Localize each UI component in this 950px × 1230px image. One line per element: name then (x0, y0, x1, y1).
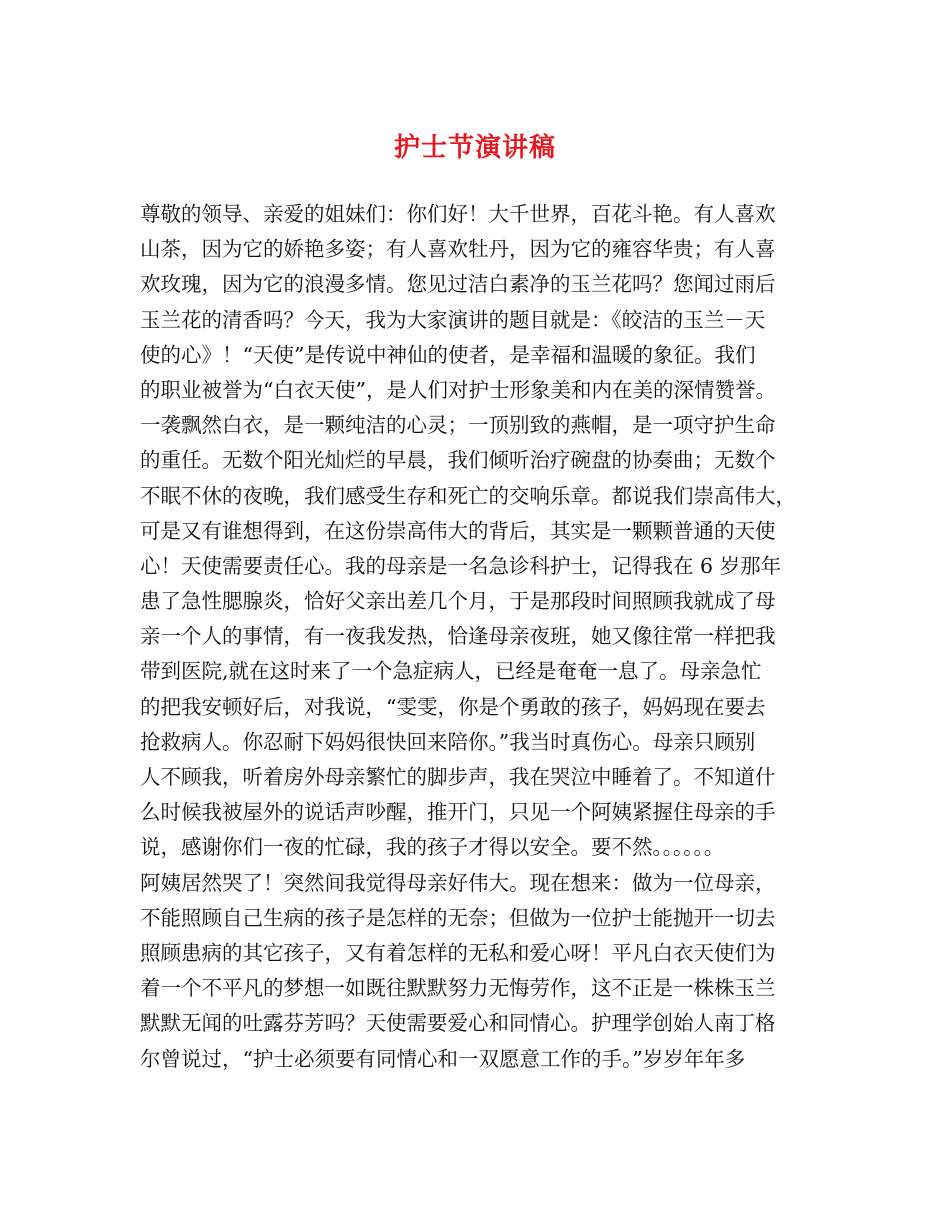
body-text-line: 一袭飘然白衣，是一颗纯洁的心灵；一顶别致的燕帽，是一项守护生命 (140, 413, 776, 438)
body-text-line: 尔曾说过，“护士必须要有同情心和一双愿意工作的手。”岁岁年年多 (140, 1046, 746, 1071)
body-text-line: 的把我安顿好后，对我说，“雯雯，你是个勇敢的孩子，妈妈现在要去 (140, 694, 766, 719)
body-text-line: 使的心》！“天使”是传说中神仙的使者，是幸福和温暖的象征。我们 (140, 342, 756, 367)
body-text-line: 不能照顾自己生病的孩子是怎样的无奈；但做为一位护士能抛开一切去 (140, 905, 776, 930)
body-text-line: 尊敬的领导、亲爱的姐妹们：你们好！大千世界，百花斗艳。有人喜欢 (140, 202, 776, 226)
body-text-line: 的重任。无数个阳光灿烂的早晨，我们倾听治疗碗盘的协奏曲；无数个 (140, 448, 776, 473)
body-text-line: 么时候我被屋外的说话声吵醒，推开门，只见一个阿姨紧握住母亲的手 (140, 800, 776, 825)
body-text-line: 欢玫瑰，因为它的浪漫多情。您见过洁白素净的玉兰花吗？您闻过雨后 (140, 272, 776, 297)
body-text-line: 心！天使需要责任心。我的母亲是一名急诊科护士，记得我在 6 岁那年 (140, 553, 782, 578)
body-text-line: 默默无闻的吐露芬芳吗？天使需要爱心和同情心。护理学创始人南丁格 (140, 1011, 776, 1036)
body-text-line: 着一个不平凡的梦想一如既往默默努力无悔劳作，这不正是一株株玉兰 (140, 976, 776, 1001)
body-text-line: 抢救病人。你忍耐下妈妈很快回来陪你。”我当时真伤心。母亲只顾别 (140, 729, 756, 754)
document-body (140, 197, 830, 1077)
body-text-line: 阿姨居然哭了！突然间我觉得母亲好伟大。现在想来：做为一位母亲， (140, 870, 776, 895)
body-text-line: 玉兰花的清香吗？今天，我为大家演讲的题目就是：《皎洁的玉兰－天 (140, 307, 766, 332)
body-text-line: 人不顾我，听着房外母亲繁忙的脚步声，我在哭泣中睡着了。不知道什 (140, 765, 776, 789)
document-title: 护士节演讲稿 (393, 133, 556, 163)
body-text-line: 可是又有谁想得到，在这份崇高伟大的背后，其实是一颗颗普通的天使 (140, 518, 776, 543)
body-text-line: 说，感谢你们一夜的忙碌，我的孩子才得以安全。要不然。。。。。。 (140, 835, 725, 860)
body-text-line: 亲一个人的事情，有一夜我发热，恰逢母亲夜班，她又像往常一样把我 (140, 624, 776, 649)
body-text-line: 不眠不休的夜晚，我们感受生存和死亡的交响乐章。都说我们崇高伟大， (140, 483, 796, 508)
body-text-line: 带到医院,就在这时来了一个急症病人，已经是奄奄一息了。母亲急忙 (140, 659, 762, 684)
body-text-line: 的职业被誉为“白衣天使”，是人们对护士形象美和内在美的深情赞誉。 (140, 377, 776, 402)
body-text-line: 患了急性腮腺炎，恰好父亲出差几个月，于是那段时间照顾我就成了母 (140, 589, 776, 614)
body-text-line: 山茶，因为它的娇艳多姿；有人喜欢牡丹，因为它的雍容华贵；有人喜 (140, 237, 776, 262)
body-text-line: 照顾患病的其它孩子，又有着怎样的无私和爱心呀！平凡白衣天使们为 (140, 940, 776, 965)
